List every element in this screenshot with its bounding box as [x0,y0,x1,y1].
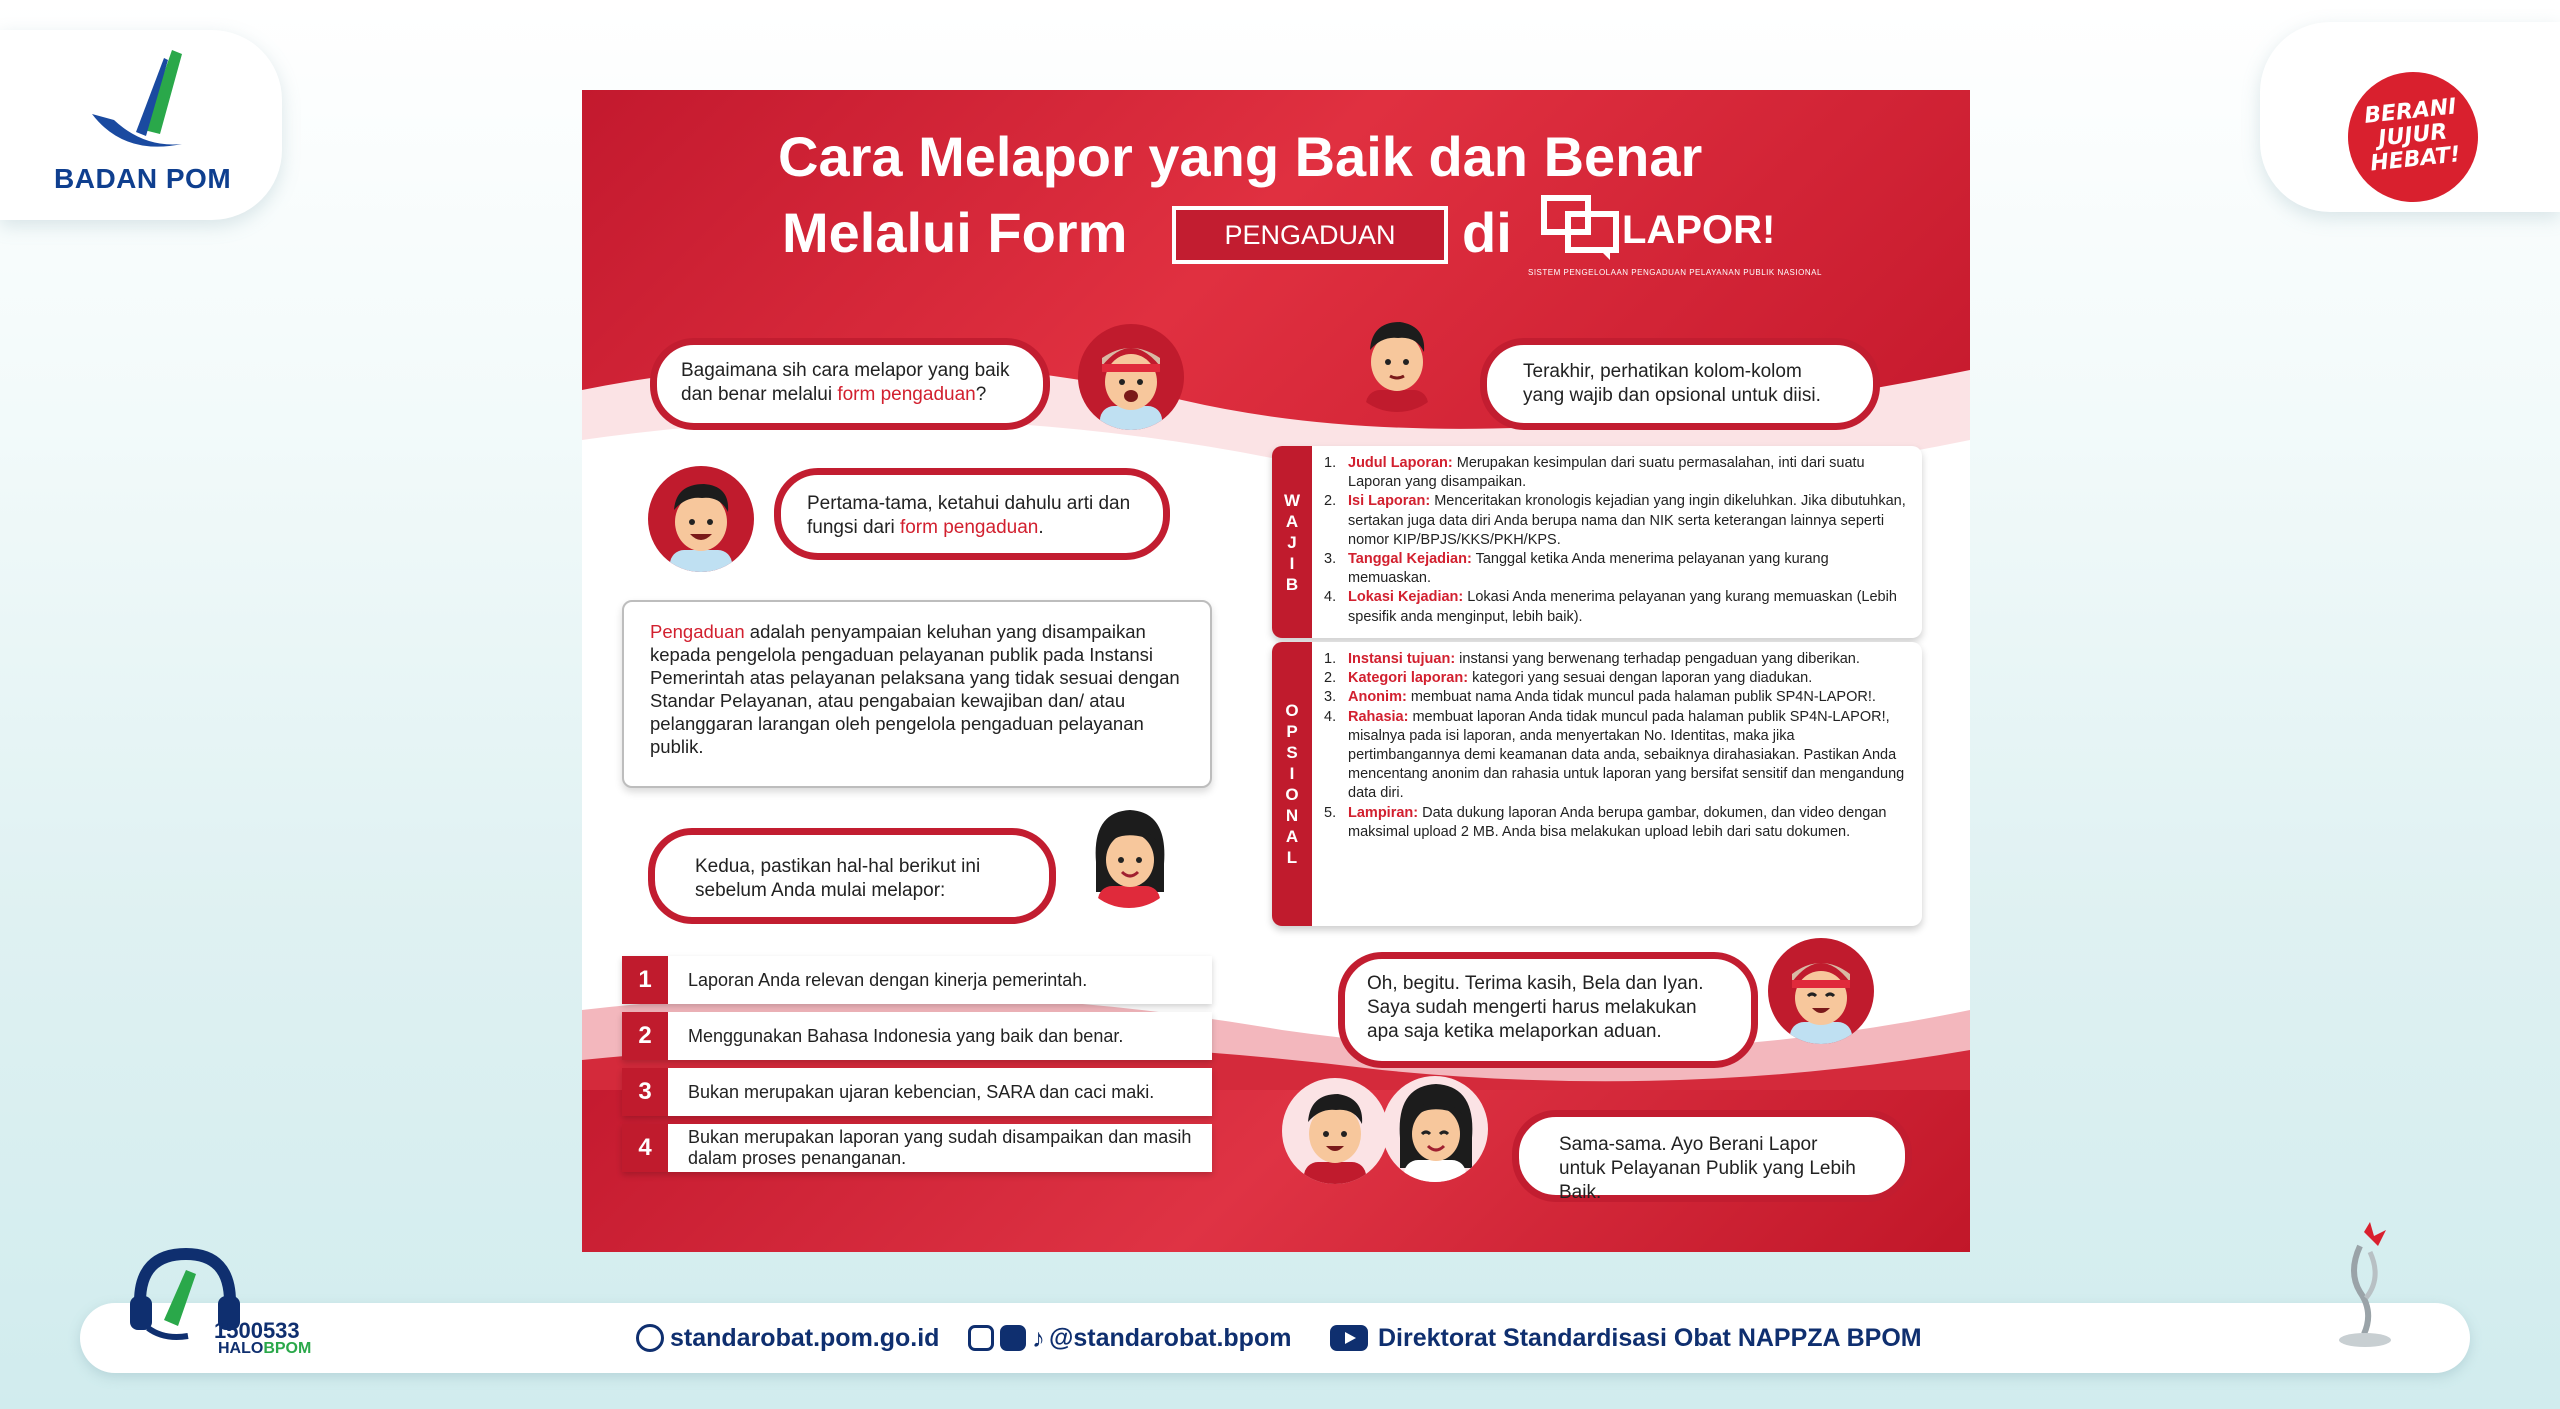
website-link[interactable] [636,1318,939,1358]
lapor-chat-icon [1540,194,1624,264]
avatar-iyan [648,466,754,572]
speech-bubble-fields-intro: Terakhir, perhatikan kolom-kolom yang wajib dan opsional untuk diisi. [1480,338,1880,430]
social-link[interactable] [968,1318,1291,1358]
wajib-tab: W A J I B [1272,446,1312,638]
citizen-avatar-icon [1768,938,1874,1044]
statue-icon [2330,1222,2400,1352]
pengaduan-form-box: PENGADUAN [1172,206,1448,264]
youtube-link[interactable] [1330,1318,1922,1358]
youtube-channel-text: Direktorat Standardisasi Obat NAPPZA BPOM [1378,1323,1922,1352]
wajib-list [1324,454,1910,627]
halo-bpom-number: 1500533 [214,1318,300,1343]
opsional-item: 5. Lampiran: Data dukung laporan Anda berupa gambar, dokumen, dan video dengan maksimal upload 2 MB. Anda bisa melakukan upload lebih dari satu dokumen. [1324,804,1887,840]
avatar-citizen [1078,324,1184,430]
social-handle-text: @standarobat.bpom [1049,1323,1292,1352]
checklist-number: 1 [622,956,668,1004]
instagram-icon [968,1325,994,1351]
poster-title-di: di [1462,201,1512,264]
avatar-bela [1076,802,1182,908]
lapor-subtitle: SISTEM PENGELOLAAN PENGADUAN PELAYANAN PUBLIK NASIONAL [1528,268,1822,277]
bela-avatar-icon [1076,802,1182,908]
checklist-text: Laporan Anda relevan dengan kinerja pemerintah. [688,969,1088,990]
checklist-text: Bukan merupakan laporan yang sudah disampaikan dan masih dalam proses penanganan. [688,1127,1192,1168]
avatar-iyan-right [1344,306,1450,412]
opsional-item: 4. Rahasia: membuat laporan Anda tidak muncul pada halaman publik SP4N-LAPOR!, misalnya pada isi laporan, anda menyertakan No. Identitas, maka jika pertimbangannya demi keamanan data anda, sebaiknya dirahasiakan. Pastikan Anda mencentang anonim dan rahasia untuk laporan yang bersifat sensitif dan mengandung data diri. [1324,708,1905,802]
checklist-item [622,1012,1212,1060]
poster-title-line2: Melalui Form [782,201,1128,264]
logo-text: BADAN POM [54,163,232,194]
wajib-panel [1272,446,1922,638]
facebook-icon [1000,1325,1026,1351]
infographic-poster [582,90,1970,1252]
checklist-item [622,1124,1212,1172]
checklist-text: Bukan merupakan ujaran kebencian, SARA dan caci maki. [688,1081,1155,1102]
opsional-item: 2. Kategori laporan: kategori yang sesuai dengan laporan yang diadukan. [1324,670,1813,687]
berani-jujur-hebat-badge: BERANI JUJUR HEBAT! [2342,66,2485,209]
wajib-item: 4. Lokasi Kejadian: Lokasi Anda menerima pelayanan yang kurang memuaskan (Lebih spesifik anda menginput, lebih baik). [1324,589,1897,625]
speech-bubble-explain: Pertama-tama, ketahui dahulu arti dan fungsi dari form pengaduan. [774,468,1170,560]
speech-bubble-closing: Sama-sama. Ayo Berani Lapor untuk Pelayanan Publik yang Lebih Baik. [1512,1110,1912,1202]
tiktok-icon: ♪ [1032,1322,1045,1353]
pengaduan-definition: Pengaduan adalah penyampaian keluhan yang disampaikan kepada pengelola pengaduan pelayanan publik pada Instansi Pemerintah atas pelayanan pelaksana yang tidak sesuai dengan Standar Pelayanan, atau pengabaian kewajiban dan/ atau pelanggaran larangan oleh pengelola pengaduan pelayanan publik. [622,600,1212,788]
speech-bubble-checklist-intro: Kedua, pastikan hal-hal berikut ini sebelum Anda mulai melapor: [648,828,1056,924]
opsional-list [1324,650,1910,842]
checklist-text: Menggunakan Bahasa Indonesia yang baik dan benar. [688,1025,1124,1046]
opsional-item: 3. Anonim: membuat nama Anda tidak muncul pada halaman publik SP4N-LAPOR!. [1324,689,1876,706]
wajib-item: 1. Judul Laporan: Merupakan kesimpulan dari suatu permasalahan, inti dari suatu Laporan yang disampaikan. [1324,455,1865,491]
bela-avatar-icon [1382,1076,1488,1182]
website-text: standarobat.pom.go.id [670,1323,940,1352]
poster-title-line1: Cara Melapor yang Baik dan Benar [778,125,1703,188]
wajib-item: 3. Tanggal Kejadian: Tanggal ketika Anda menerima pelayanan yang kurang memuaskan. [1324,551,1829,587]
speech-bubble-thanks: Oh, begitu. Terima kasih, Bela dan Iyan. Saya sudah mengerti harus melakukan apa saja ketika melaporkan aduan. [1338,952,1758,1068]
checklist-number: 4 [622,1124,668,1172]
youtube-icon [1330,1325,1368,1351]
iyan-avatar-icon [1344,306,1450,412]
wajib-item: 2. Isi Laporan: Menceritakan kronologis kejadian yang ingin dikeluhkan. Jika dibutuhkan, sertakan juga data diri Anda berupa nama dan NIK serta keterangan lainnya seperti nomor KIP/BPJS/KKS/PKH/KPS. [1324,493,1906,548]
citizen-avatar-icon [1078,324,1184,430]
avatar-citizen-smiling [1768,938,1874,1044]
speech-bubble-question: Bagaimana sih cara melapor yang baik dan benar melalui form pengaduan? [650,338,1050,430]
checklist-number: 3 [622,1068,668,1116]
iyan-avatar-icon [1282,1078,1388,1184]
opsional-panel [1272,642,1922,926]
halo-bpom-label: HALOBPOM [218,1340,312,1357]
iyan-avatar-icon [648,466,754,572]
checklist-item [622,956,1212,1004]
checklist-number: 2 [622,1012,668,1060]
badan-pom-logo-icon [84,44,194,164]
lapor-logo-text: LAPOR! [1622,208,1776,252]
opsional-tab: O P S I O N A L [1272,642,1312,926]
avatar-iyan-bottom [1282,1078,1388,1184]
globe-icon [636,1324,664,1352]
checklist-item [622,1068,1212,1116]
opsional-item: 1. Instansi tujuan: instansi yang berwenang terhadap pengaduan yang diberikan. [1324,651,1860,667]
avatar-bela-bottom [1382,1076,1488,1182]
